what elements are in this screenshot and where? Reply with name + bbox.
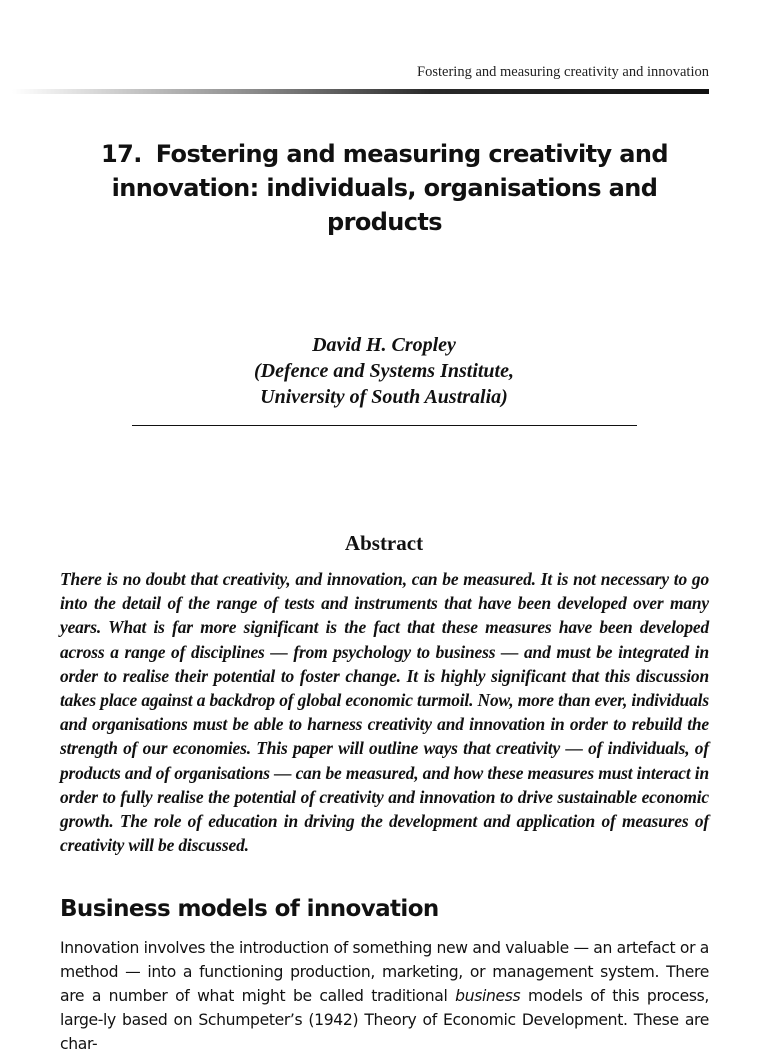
body-text-emphasis: business: [455, 987, 521, 1005]
abstract-text: There is no doubt that creativity, and innovation, can be measured. It is not necessary to go into the detail of the range of tests and instruments that have been developed over many years. What is far more significant is the fact that these measures have been developed across a range of disciplines — from psychology to business — and must be integrated in order to realise their potential to foster change. It is highly significant that this discussion takes place against a backdrop of global economic turmoil. Now, more than ever, individuals and organisations must be able to harness creativity and innovation in order to rebuild the strength of our economies. This paper will outline ways that creativity — of individuals, of products and of organisations — can be measured, and how these measures must interact in order to fully realise the potential of creativity and innovation to drive sustainable economic growth. The role of education in driving the development and application of measures of creativity will be discussed.: [60, 569, 709, 856]
author-divider: [132, 425, 637, 426]
body-text-part-1: Innovation involves the introduction of something new and valuable — an artefact or a method — into a functioning production, marketing, or management system. There are a number of what might be called traditional: [60, 939, 709, 1005]
author-affiliation-line-1: (Defence and Systems Institute,: [254, 360, 514, 382]
author-name: David H. Cropley: [312, 334, 456, 356]
author-block: [0, 332, 768, 410]
body-text-part-2: models of this process, large-ly based on Schumpeter’s (1942) Theory of Economic Development. These are char-: [60, 987, 709, 1053]
header-rule: [12, 89, 709, 94]
chapter-title: [60, 137, 709, 239]
body-paragraph: [60, 936, 709, 1056]
section-heading: Business models of innovation: [60, 896, 439, 922]
chapter-number: 17.: [101, 140, 142, 168]
running-head: Fostering and measuring creativity and innovation: [417, 64, 709, 80]
abstract-heading: Abstract: [344, 531, 424, 555]
author-affiliation-line-2: University of South Australia): [260, 386, 508, 408]
chapter-title-text: Fostering and measuring creativity and innovation: individuals, organisations and products: [111, 140, 668, 236]
